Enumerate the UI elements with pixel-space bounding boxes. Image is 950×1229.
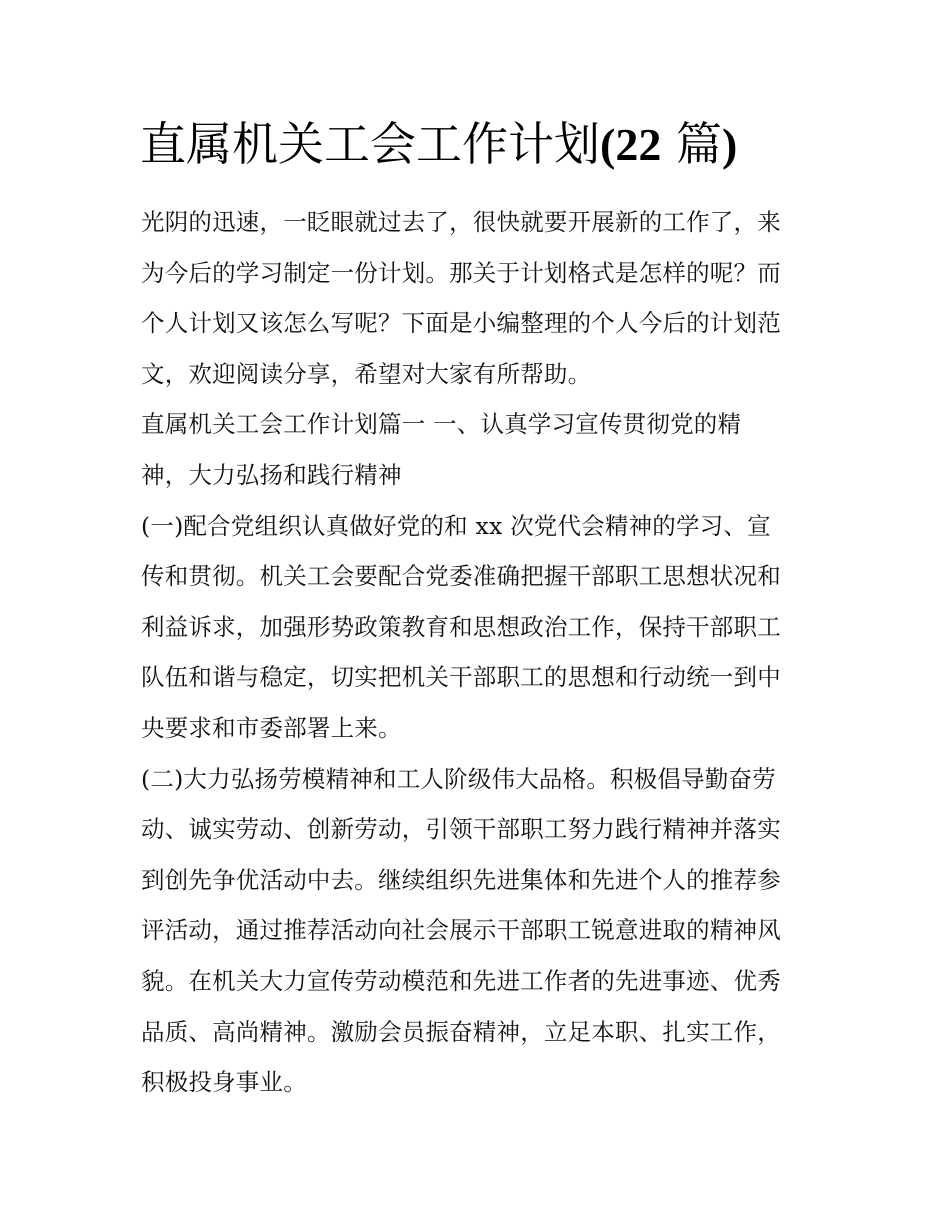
paragraph-intro: [141, 202, 821, 404]
paragraph-item-1: [141, 506, 821, 759]
paragraph-item-2: [141, 759, 821, 1113]
text-line: 队伍和谐与稳定，切实把机关干部职工的思想和行动统一到中: [141, 663, 781, 692]
text-line: 利益诉求，加强形势政策教育和思想政治工作，保持干部职工: [141, 612, 781, 641]
text-line: 品质、高尚精神。激励会员振奋精神，立足本职、扎实工作，: [141, 1017, 781, 1046]
text-line: 光阴的迅速，一眨眼就过去了，很快就要开展新的工作了，来: [141, 208, 781, 236]
text-line: 到创先争优活动中去。继续组织先进集体和先进个人的推荐参: [141, 865, 781, 894]
text-line: 神，大力弘扬和践行精神: [141, 460, 402, 489]
paragraph-section-heading: [141, 404, 821, 505]
text-line: 文，欢迎阅读分享，希望对大家有所帮助。: [141, 359, 592, 388]
text-line: 直属机关工会工作计划篇一 一、认真学习宣传贯彻党的精: [141, 410, 742, 439]
title-suffix: 篇: [675, 117, 722, 171]
text-line: 央要求和市委部署上来。: [141, 713, 402, 742]
text-line: 个人计划又该怎么写呢？下面是小编整理的个人今后的计划范: [141, 309, 781, 338]
text-line: (一)配合党组织认真做好党的和 xx 次党代会精神的学习、宣: [141, 511, 771, 540]
text-line: 传和贯彻。机关工会要配合党委准确把握干部职工思想状况和: [141, 562, 781, 591]
title-text: 直属机关工会工作计划: [140, 117, 600, 171]
text-line: 评活动，通过推荐活动向社会展示干部职工锐意进取的精神风: [141, 916, 781, 945]
text-line: 动、诚实劳动、创新劳动，引领干部职工努力践行精神并落实: [141, 815, 781, 844]
title-count: 22: [615, 119, 662, 170]
title-space: [661, 117, 676, 171]
document-title: [140, 112, 737, 177]
title-paren-close: ): [721, 119, 738, 170]
text-line: 为今后的学习制定一份计划。那关于计划格式是怎样的呢？而: [141, 258, 781, 287]
text-line: 积极投身事业。: [141, 1068, 307, 1097]
document-body: [141, 202, 821, 1113]
text-line: (二)大力弘扬劳模精神和工人阶级伟大品格。积极倡导勤奋劳: [141, 764, 776, 793]
text-line: 貌。在机关大力宣传劳动模范和先进工作者的先进事迹、优秀: [141, 966, 781, 995]
title-paren-open: (: [600, 119, 616, 170]
